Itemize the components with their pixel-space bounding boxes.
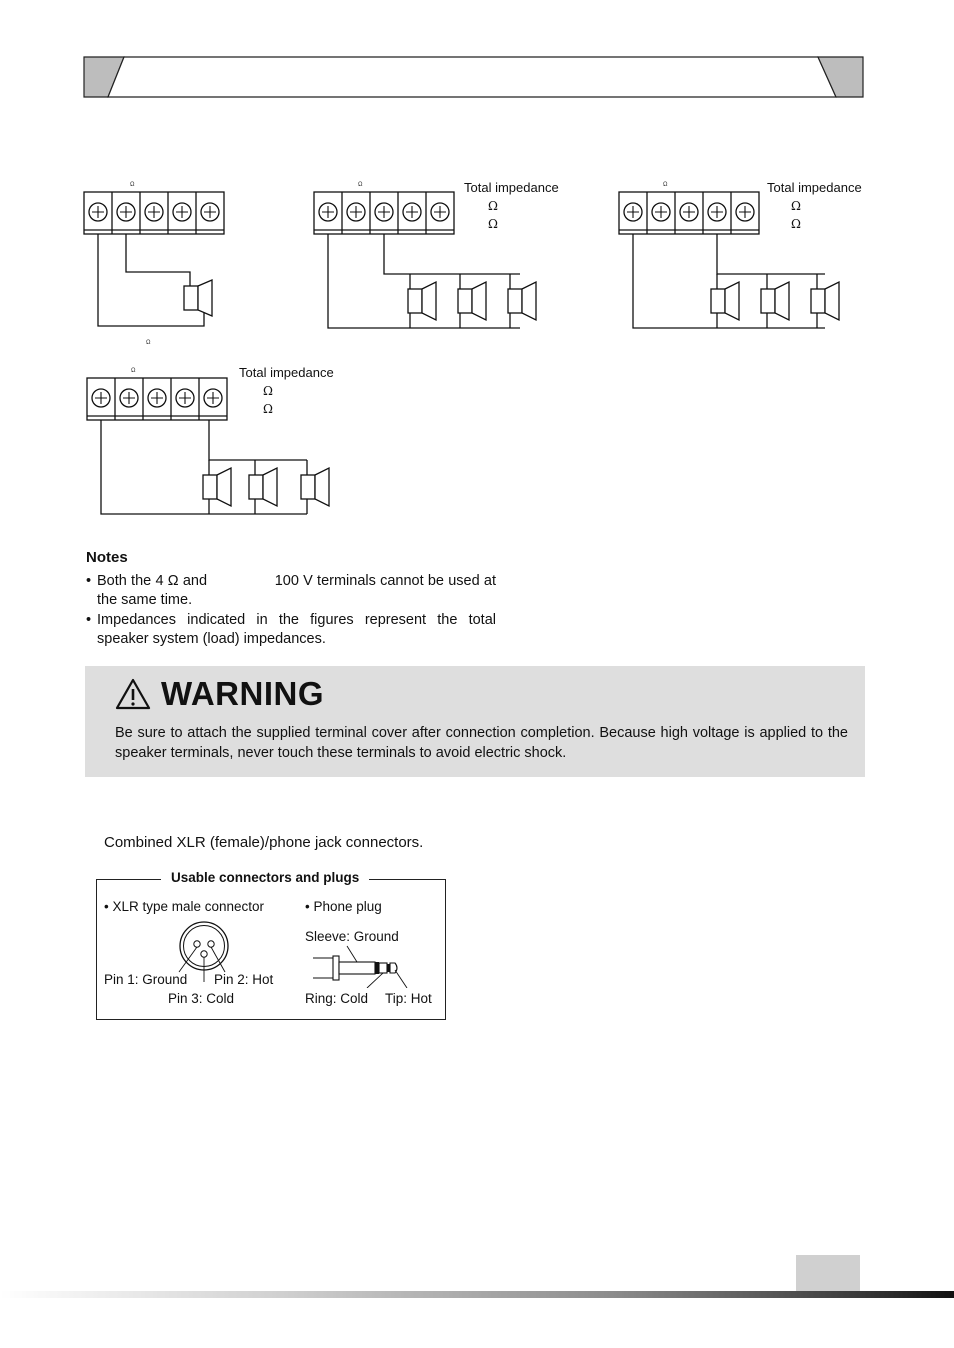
total-impedance-label: Total impedance <box>239 365 334 380</box>
svg-text:Ω: Ω <box>663 182 668 188</box>
speaker-icon <box>408 282 536 320</box>
wiring-diagram-single-speaker <box>80 178 260 348</box>
warning-box <box>85 666 865 777</box>
usable-connectors-title: Usable connectors and plugs <box>161 870 369 885</box>
phone-sleeve-label: Sleeve: Ground <box>305 929 399 944</box>
svg-text:Ω: Ω <box>146 340 151 346</box>
svg-text:Ω: Ω <box>130 182 135 188</box>
xlr-pin2-label: Pin 2: Hot <box>214 972 274 987</box>
phone-plug-icon <box>311 944 411 988</box>
xlr-pin1-label: Pin 1: Ground <box>104 972 188 987</box>
svg-text:Ω: Ω <box>131 368 136 374</box>
total-impedance-label: Total impedance <box>767 180 862 195</box>
footer-gradient-bar <box>0 1291 954 1298</box>
wiring-diagram-three-speakers-b <box>615 178 895 338</box>
warning-title: WARNING <box>161 675 324 712</box>
svg-text:Ω: Ω <box>358 182 363 188</box>
ohm-symbol: Ω <box>791 217 801 231</box>
terminal-block <box>84 192 224 234</box>
speaker-icon <box>203 468 329 506</box>
notes-section <box>86 548 501 650</box>
speaker-icon <box>711 282 839 320</box>
terminal-block <box>314 192 454 234</box>
terminal-block <box>619 192 759 234</box>
ohm-symbol: Ω <box>263 384 273 398</box>
xlr-pin3-label: Pin 3: Cold <box>168 991 235 1006</box>
ohm-symbol: Ω <box>488 217 498 231</box>
note-text: Both the 4 Ω and 100 V terminals cannot be used at the same time. <box>97 572 501 608</box>
warning-triangle-icon <box>115 678 151 710</box>
phone-tip-label: Tip: Hot <box>385 991 432 1006</box>
section-header-band <box>0 0 954 110</box>
total-impedance-label: Total impedance <box>464 180 559 195</box>
phone-ring-label: Ring: Cold <box>305 991 369 1006</box>
warning-text: Be sure to attach the supplied terminal cover after connection completion. Because high voltage is applied to the speaker terminals, never touch these terminals to avoid electric shock. <box>115 725 848 761</box>
note-text: Impedances indicated in the figures represent the total speaker system (load) impedances. <box>97 611 496 647</box>
ohm-symbol: Ω <box>263 402 273 416</box>
speaker-icon <box>184 280 212 316</box>
usable-connectors-box <box>96 870 446 1020</box>
page-number-box <box>796 1255 860 1292</box>
notes-title: Notes <box>86 549 128 566</box>
wires <box>98 234 204 326</box>
xlr-connector-label: • XLR type male connector <box>104 899 265 914</box>
ohm-symbol: Ω <box>791 199 801 213</box>
connector-description: Combined XLR (female)/phone jack connectors. <box>104 834 424 851</box>
phone-plug-label: • Phone plug <box>305 899 382 914</box>
ohm-symbol: Ω <box>488 199 498 213</box>
note-item-1 <box>86 572 501 611</box>
wiring-diagram-three-speakers-c <box>83 364 363 524</box>
warning-header <box>115 674 324 714</box>
note-item-2 <box>86 611 496 650</box>
terminal-block <box>87 378 227 420</box>
wiring-diagram-three-speakers-a <box>310 178 590 338</box>
